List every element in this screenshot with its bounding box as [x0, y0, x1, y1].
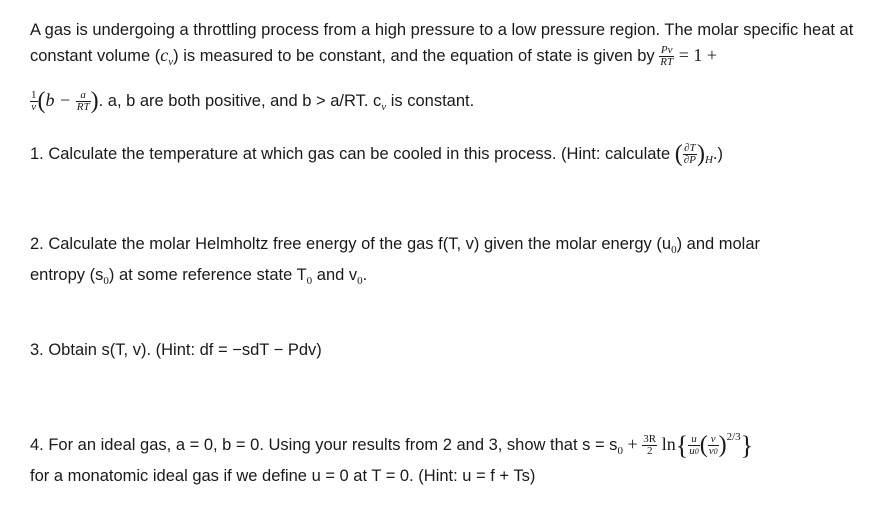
- q4-exponent: 2/3: [726, 431, 741, 443]
- q2-text-d: ) at some reference state T: [108, 266, 307, 284]
- q2-text-b: ) and molar: [676, 235, 761, 253]
- q2-text-c: entropy (s: [30, 266, 104, 284]
- eos-rhs: = 1 +: [678, 45, 718, 65]
- question-2: 2. Calculate the molar Helmholtz free energy of the gas f(T, v) given the molar energy $(u_0)$ and molar entropy $(s_0)$ at some reference state $T_0$ and $v_0$.: [30, 235, 761, 287]
- q1-text: 1. Calculate the temperature at which gas can be cooled in this process. (Hint: calculate: [30, 145, 671, 163]
- q4-text-b: for a monatomic ideal gas if we define u = 0 at T = 0. (Hint: u = f + Ts): [30, 467, 536, 485]
- question-3: [30, 338, 875, 363]
- a-over-rt: $\frac{a}{RT}$: [76, 89, 90, 114]
- q3-text: 3. Obtain s(T, v). (Hint: df = −sdT − Pdv): [30, 341, 322, 359]
- one-over-v: $\frac{1}{v}$: [31, 89, 37, 114]
- q2-text-a: 2. Calculate the molar Helmholtz free energy of the gas f(T, v) given the molar energy (u: [30, 235, 672, 253]
- question-1: 1. Calculate the temperature at which gas can be cooled in this process. (Hint: calculate ( $\frac{\partial T}{\partial P}$ )$_H$.): [30, 141, 723, 168]
- problem-intro-line3: $\frac{1}{v}$ (b − $\frac{a}{RT}$ ). a, b are both positive, and b > a/RT. $c_v$ is constant.: [31, 88, 475, 115]
- dT-dP: $\frac{\partial T}{\partial P}$: [683, 142, 696, 167]
- v-over-v0: $\frac{v}{v0}$: [708, 433, 718, 458]
- cv-symbol: $c_v$: [160, 45, 174, 68]
- u-over-u0: $\frac{u}{u0}$: [689, 433, 699, 458]
- three-r-over-two: $\frac{3R}{2}$: [643, 433, 657, 458]
- q4-text-a: 4. For an ideal gas, a = 0, b = 0. Using your results from 2 and 3, show that s = s: [30, 436, 618, 454]
- problem-intro: [30, 18, 875, 75]
- line3-mid: . a, b are both positive, and b > a/RT. c: [98, 92, 382, 110]
- eos-fraction: $\frac{Pv}{RT}$: [660, 44, 674, 69]
- intro-text-1: A gas is undergoing a throttling process from a high pressure to a low pressure region. The molar specific heat at constant volume (: [30, 21, 854, 65]
- q2-text-e: and v: [316, 266, 358, 284]
- intro-text-2: ) is measured to be constant, and the equation of state is given by: [173, 47, 655, 65]
- question-4: 4. For an ideal gas, a = 0, b = 0. Using your results from 2 and 3, show that $s = s_0$ + $\frac{3R}{2}$ ln{ $\frac{u}{u0}$ ( $\frac{v}{v0}$ )$^{2/3}$} for a monatomic ideal gas if we define u = 0 at T = 0. (Hint: u = f + Ts): [30, 431, 754, 485]
- line3-end: is constant.: [390, 92, 475, 110]
